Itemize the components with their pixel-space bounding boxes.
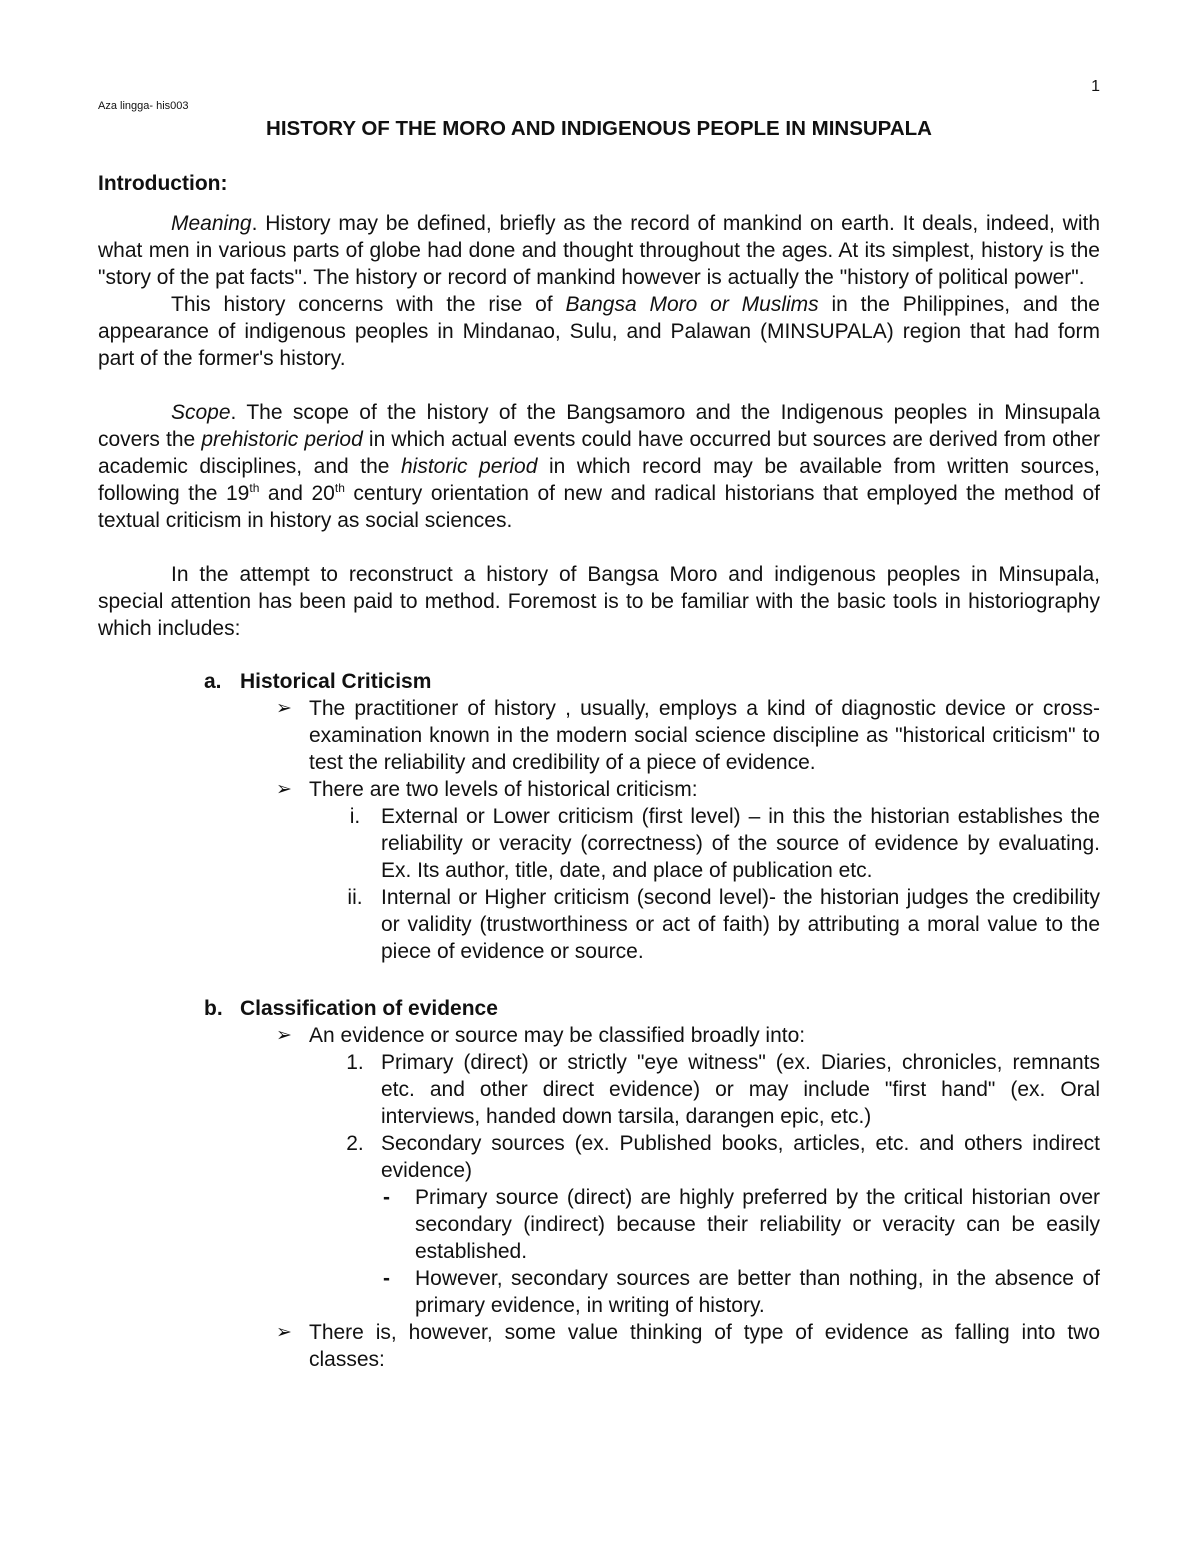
scope-italic-2: historic period: [400, 455, 538, 478]
list-item: [276, 1022, 1100, 1049]
rise-paragraph: [98, 291, 1100, 372]
scope-label: Scope: [171, 401, 231, 424]
number-1-label: 1.: [346, 1051, 364, 1074]
section-b-heading: [204, 995, 1100, 1022]
list-item: [381, 1265, 1100, 1319]
list-item: [276, 1319, 1100, 1373]
document-title: HISTORY OF THE MORO AND INDIGENOUS PEOPLE IN MINSUPALA: [266, 117, 932, 140]
section-a-bullet-1: The practitioner of history , usually, employs a kind of diagnostic device or cross-examination known in the modern social science discipline as "historical criticism" to test the reliability and credibility of a piece of evidence.: [309, 697, 1100, 774]
scope-text-4: and 20: [259, 482, 335, 505]
rise-text-before: This history concerns with the rise of: [171, 293, 566, 316]
roman-ii-label: ii.: [347, 886, 363, 909]
list-item: [309, 884, 1100, 965]
meaning-label: Meaning: [171, 212, 252, 235]
scope-paragraph: [98, 399, 1100, 534]
scope-sup-1: th: [249, 481, 260, 495]
scope-text-2: in which actual events could have occurred but sources are derived from other academic disciplines, and the: [98, 428, 1100, 478]
page-number: 1: [1091, 78, 1100, 95]
scope-italic-1: prehistoric period: [201, 428, 363, 451]
list-item: [276, 695, 1100, 776]
number-2-label: 2.: [346, 1132, 364, 1155]
list-item: [381, 1184, 1100, 1265]
list-item: [309, 1130, 1100, 1184]
list-item: [309, 803, 1100, 884]
section-b-title: Classification of evidence: [240, 997, 498, 1020]
meaning-paragraph: [98, 210, 1100, 291]
scope-sup-2: th: [334, 481, 345, 495]
scope-text-5: century orientation of new and radical historians that employed the method of textual criticism in history as social sciences.: [98, 482, 1101, 532]
arrow-bullet-icon: ➢: [276, 1322, 292, 1343]
secondary-sources-text: Secondary sources (ex. Published books, articles, etc. and others indirect evidence): [381, 1132, 1100, 1182]
dash-bullet-icon: -: [383, 1267, 390, 1290]
meaning-text: . History may be defined, briefly as the record of mankind on earth. It deals, indeed, with what men in various parts of globe had done and thought throughout the ages. At its simplest, history is the "story of the pat facts". The history or record of mankind however is actually the "history of political power".: [98, 212, 1100, 289]
rise-text-after: in the Philippines, and the appearance of indigenous peoples in Mindanao, Sulu, and Palawan (MINSUPALA) region that had form part of the former's history.: [98, 293, 1100, 370]
section-b-bullet-1: An evidence or source may be classified broadly into:: [309, 1024, 806, 1047]
scope-text-3: in which record may be available from written sources, following the 19: [98, 455, 1100, 505]
arrow-bullet-icon: ➢: [276, 698, 292, 719]
section-a-bullet-2: There are two levels of historical criticism:: [309, 778, 698, 801]
dash-bullet-icon: -: [383, 1186, 390, 1209]
section-a-heading: [204, 668, 1100, 695]
section-b-label: b.: [204, 997, 223, 1020]
arrow-bullet-icon: ➢: [276, 779, 292, 800]
internal-criticism-text: Internal or Higher criticism (second level)- the historian judges the credibility or validity (trustworthiness or act of faith) by attributing a moral value to the piece of evidence or source.: [381, 886, 1100, 963]
primary-evidence-text: Primary (direct) or strictly "eye witness" (ex. Diaries, chronicles, remnants etc. and other direct evidence) or may include "first hand" (ex. Oral interviews, handed down tarsila, darangen epic, etc.): [381, 1051, 1100, 1128]
primary-preferred-text: Primary source (direct) are highly preferred by the critical historian over secondary (indirect) because their reliability or veracity can be easily established.: [415, 1186, 1100, 1263]
list-item: [309, 1049, 1100, 1130]
section-b-bullet-2: There is, however, some value thinking of type of evidence as falling into two classes:: [309, 1321, 1100, 1371]
roman-i-label: i.: [349, 805, 361, 828]
list-item: [276, 776, 1100, 803]
section-a-label: a.: [204, 670, 222, 693]
section-a-title: Historical Criticism: [240, 670, 432, 693]
secondary-better-text: However, secondary sources are better than nothing, in the absence of primary evidence, in writing of history.: [415, 1267, 1100, 1317]
arrow-bullet-icon: ➢: [276, 1025, 292, 1046]
external-criticism-text: External or Lower criticism (first level) – in this the historian establishes the reliability or veracity (correctness) of the source of evidence by evaluating. Ex. Its author, title, date, and place of publication etc.: [381, 805, 1100, 882]
document-body: [98, 166, 1100, 1373]
author-line: Aza lingga- his003: [98, 100, 189, 112]
rise-italic: Bangsa Moro or Muslims: [565, 293, 819, 316]
scope-text-1: . The scope of the history of the Bangsamoro and the Indigenous peoples in Minsupala covers the: [98, 401, 1100, 451]
introduction-heading: Introduction:: [98, 172, 228, 195]
attempt-paragraph: In the attempt to reconstruct a history of Bangsa Moro and indigenous peoples in Minsupala, special attention has been paid to method. Foremost is to be familiar with the basic tools in historiography which includes:: [98, 563, 1100, 640]
